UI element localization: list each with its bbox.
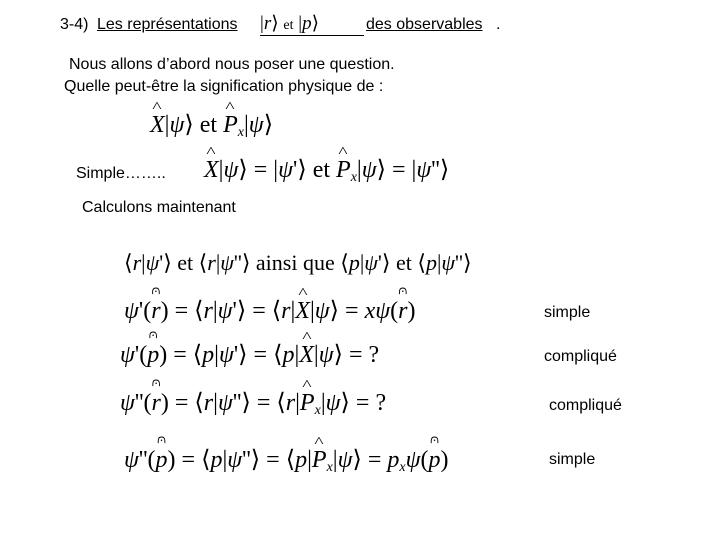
formula-new-states: ^ X|ψ⟩ = |ψ'⟩ et ^ $P_x|\psi⟩$ = |ψ''⟩ bbox=[204, 158, 449, 185]
calculons-label: Calculons maintenant bbox=[82, 199, 236, 216]
result-label-2: compliqué bbox=[544, 348, 617, 365]
simple-label: Simple…….. bbox=[76, 165, 166, 182]
section-number: 3-4) bbox=[60, 16, 89, 33]
result-label-3: compliqué bbox=[549, 397, 622, 414]
section-title: Les représentations bbox=[97, 16, 238, 33]
equation-psi-prime-r: ψ'(⩀ r) = ⟨r|ψ'⟩ = ⟨r|^ X|ψ⟩ = xψ(⩀ r) bbox=[124, 299, 415, 323]
result-label-1: simple bbox=[544, 304, 591, 321]
formula-operators-on-psi: ^ X|ψ⟩ et ^ $P_x|\psi⟩$ bbox=[150, 113, 273, 140]
formula-brackets-to-compute: ⟨r|ψ'⟩ et ⟨r|ψ''⟩ ainsi que ⟨p|ψ'⟩ et ⟨p|ψ''⟩ bbox=[124, 250, 472, 275]
section-title-period: . bbox=[496, 16, 501, 33]
question-line-2: Quelle peut-être la signification physique de : bbox=[64, 78, 384, 95]
header-kets-formula: |r⟩ et |p⟩ bbox=[260, 13, 364, 36]
question-line-1: Nous allons d’abord nous poser une question. bbox=[69, 56, 395, 73]
section-title-suffix: des observables bbox=[366, 16, 483, 33]
equation-psi-second-p: ψ''(⩀ p) = ⟨p|ψ''⟩ = ⟨p|^ $P_x|\psi⟩$ = $p_x\psi(⩀$ p) bbox=[124, 448, 449, 475]
result-label-4: simple bbox=[549, 451, 596, 468]
equation-psi-second-r: ψ''(⩀ r) = ⟨r|ψ''⟩ = ⟨r|^ $P_x|\psi⟩$ = ? bbox=[120, 391, 386, 418]
equation-psi-prime-p: ψ'(⩀ p) = ⟨p|ψ'⟩ = ⟨p|^ X|ψ⟩ = ? bbox=[120, 343, 379, 367]
